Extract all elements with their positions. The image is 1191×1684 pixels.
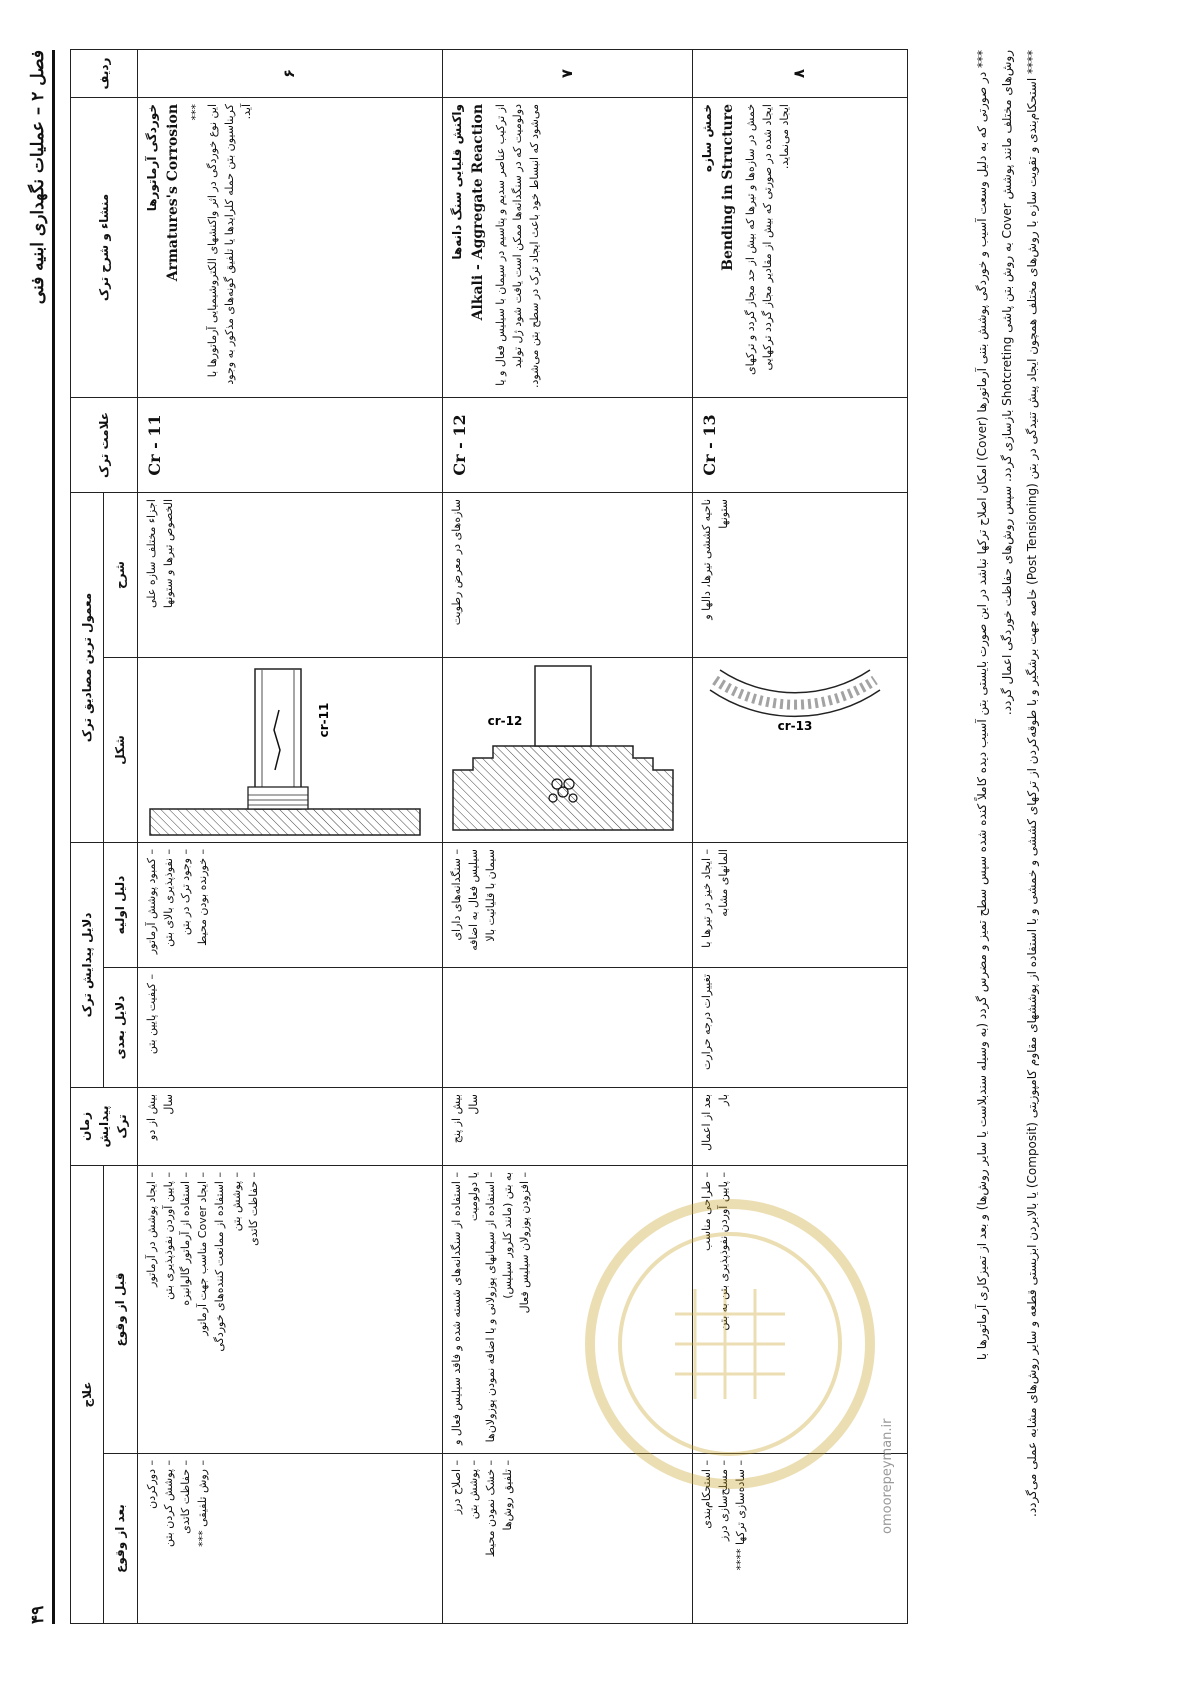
- list-item: – روش تلفیقی ***: [195, 1460, 209, 1547]
- list-item: – ساده‌سازی ترکها ****: [733, 1460, 747, 1571]
- secondary-reasons: – کیفیت پایین بتن: [137, 968, 442, 1088]
- col-header-code: علامت ترک: [71, 398, 138, 493]
- row-number: ۶: [137, 50, 442, 98]
- cause-mark: ***: [189, 104, 203, 121]
- list-item: – تلفیق روش‌ها: [500, 1460, 514, 1531]
- list-item: – استفاده از آرماتور گالوانیزه: [178, 1172, 192, 1306]
- list-item: – نفوذپذیری بالای بتن: [161, 849, 175, 947]
- footnote: **** استحکام‌بندی و تقویت سازه با روش‌های مختلف همچون ایجاد پیش تنیدگی در بتن (Post Tensioning) خاصه جهت برشگیر و با طوقه‌کردن از ترکهای کششی و خمشی و با استفاده از پوششهای مقاوم کامپوزیتی (Composit) یا بالابردن ابزیستی قطعه و سایر روش‌های مشابه عملی می‌گردد.: [1025, 50, 1039, 1517]
- list-item: – وجود ترک در بتن: [178, 849, 192, 936]
- list-item: – طراحی مناسب: [699, 1172, 713, 1251]
- col-header-before: قبل از وقوع: [104, 1166, 137, 1454]
- col-header-description: شرح: [104, 493, 137, 658]
- list-item: – ایجاد Cover مناسب جهت آرماتور: [195, 1172, 209, 1336]
- crack-code: Cr - 12: [442, 398, 692, 493]
- column: [535, 666, 591, 746]
- cause-cell: [137, 98, 442, 398]
- slab: [150, 809, 420, 835]
- description-cell: اجزاء مختلف سازه علی الخصوص تیرها و ستونها: [137, 493, 442, 658]
- col-header-time: زمان پیدایش ترک: [71, 1088, 138, 1166]
- header-rule: [52, 50, 55, 1624]
- footing: [453, 746, 673, 830]
- primary-reasons: [442, 843, 692, 968]
- list-item: – پایین آوردن نفوذپذیری بتن به بتن: [716, 1172, 730, 1331]
- description-cell: سازه‌های در معرض رطوبت: [442, 493, 692, 658]
- list-item: – پوشش بتن: [466, 1460, 480, 1520]
- list-item: – پایین آوردن نفوذپذیری بتن: [161, 1172, 175, 1300]
- remedy-after: [137, 1454, 442, 1624]
- page-number: ۴۹: [28, 1605, 48, 1624]
- col-header-after: بعد از وقوع: [104, 1454, 137, 1624]
- figure-label: cr-13: [777, 719, 813, 733]
- list-item: – کمبود پوشش آرماتور: [144, 849, 158, 955]
- cause-latin: Armatures's Corrosion: [165, 104, 182, 282]
- time-cell: بعد از اعمال بار: [692, 1088, 907, 1166]
- primary-reasons: [692, 843, 907, 968]
- header-row-1: [71, 50, 104, 1624]
- cause-latin: Alkali - Aggregate Reaction: [470, 104, 487, 321]
- cause-cell: [442, 98, 692, 398]
- list-item: – خشک نمودن محیط: [483, 1460, 497, 1558]
- list-item: – دورکردن: [144, 1460, 158, 1509]
- list-item: – اصلاح درز: [449, 1460, 463, 1515]
- col-header-reasons: دلایل پیدایش ترک: [71, 843, 104, 1088]
- secondary-reasons: [442, 968, 692, 1088]
- col-header-figure: شکل: [104, 658, 137, 843]
- description-cell: ناحیه کششی تیرها، دالها و ستونها: [692, 493, 907, 658]
- list-item: – استفاده از سیمانهای پوزولانی و یا اضافه نمودن پوزولان‌ها به بتن (مانند کلرور سیلیس): [483, 1172, 514, 1443]
- col-header-common-examples: معمول ترین مصادیق ترک: [71, 493, 104, 843]
- list-item: – ایجاد خیز در تیرها با المانهای مشابه: [699, 849, 730, 948]
- figure-label: cr-11: [316, 702, 331, 738]
- figure-label: cr-12: [487, 714, 523, 728]
- list-item: – پوشش بتن: [230, 1172, 244, 1232]
- col-header-secondary: دلایل بعدی: [104, 968, 137, 1088]
- table-row: [137, 50, 442, 1624]
- figure-cell: [442, 658, 692, 843]
- list-item: – افزودن پوزولان سیلیس فعال: [517, 1172, 531, 1314]
- row-number: ۸: [692, 50, 907, 98]
- crack-code: Cr - 11: [137, 398, 442, 493]
- col-header-row: ردیف: [71, 50, 138, 98]
- col-header-remedy: علاج: [71, 1166, 104, 1624]
- cause-cell: [692, 98, 907, 398]
- watermark-seal-icon: [575, 1189, 885, 1499]
- list-item: – خورنده بودن محیط: [195, 849, 209, 946]
- list-item: – استحکام‌بندی: [699, 1460, 713, 1529]
- footnote: روش‌های مختلف مانند پوشش Cover به روش بتن پاشی Shotcreting بازسازی گردد. سپس روش‌های حفاظت خوردگی اعمال گردد.: [1000, 50, 1014, 716]
- figure-cell: [692, 658, 907, 843]
- col-header-primary: دلیل اولیه: [104, 843, 137, 968]
- list-item: – پوشش کردن بتن: [161, 1460, 175, 1548]
- haunch: [248, 787, 308, 809]
- cause-title: خوردگی آرماتورها: [144, 104, 159, 212]
- footnotes: [972, 50, 1047, 1624]
- col-header-cause: منشاء و شرح ترک: [71, 98, 138, 398]
- crack-code: Cr - 13: [692, 398, 907, 493]
- secondary-reasons: تغییرات درجه حرارت: [692, 968, 907, 1088]
- figure-cr-13: [695, 660, 895, 840]
- chapter-title: فصل ۲ – عملیات نگهداری ابنیه فنی: [28, 50, 48, 305]
- cause-body: این نوع خوردگی در اثر واکنشهای الکتروشیمیایی آرماتورها با کربناسیون بتن حمله کلرایدها یا تلفیق گونه‌های مذکور به وجود آید.: [206, 104, 254, 385]
- row-number: ۷: [442, 50, 692, 98]
- footnote: *** در صورتی که به دلیل وسعت آسیب و خوردگی پوشش بتنی آرماتورها (Cover) امکان اصلاح ترکها نباشد در این صورت بایستی بتن آسیب دیده کاملاً کنده شده سپس سطح تمیز و مضرس گردد (به وسیله سندبلاست یا سایر روش‌ها) و بعد از تمیزکاری آرماتورها با: [975, 50, 989, 1361]
- remedy-before: [137, 1166, 442, 1454]
- cause-body: از ترکیب عناصر سدیم و پتاسیم در سیمان با سیلیس فعال و یا دولومیت که در سنگدانه‌ها ممکن است یافت شود ژل تولید می‌شود که انبساط خود باعث ایجاد ترک در سطح بتن می‌شود.: [494, 104, 542, 388]
- list-item: – استفاده از ممانعت کننده‌های خوردگی: [212, 1172, 226, 1352]
- list-item: – حفاظت کاتدی: [247, 1172, 261, 1246]
- figure-cr-11: [140, 660, 430, 840]
- figure-cr-12: [445, 660, 681, 840]
- watermark-text: omoorepeyman.ir: [880, 1418, 895, 1534]
- list-item: – استفاده از سنگدانه‌های شسته شده و فاقد سیلیس فعال و یا دولومیت: [449, 1172, 480, 1445]
- list-item: – مسلح‌سازی درز: [716, 1460, 730, 1541]
- figure-cell: [137, 658, 442, 843]
- primary-reasons: [137, 843, 442, 968]
- cause-title: واکنش قلیایی سنگ دانه‌ها: [449, 104, 464, 260]
- time-cell: بیش از پنج سال: [442, 1088, 692, 1166]
- list-item: – سنگدانه‌های دارای سیلیس فعال به اضافه سیمان با قلیائیت بالا: [449, 849, 497, 951]
- cause-body: خمش در سازه‌ها و تیرها که بیش از حد مجاز گردد و ترکهای ایجاد شده در صورتی که بیش از مقادیر مجاز گردد ترکهایی ایجاد می‌نماید.: [744, 104, 792, 376]
- cause-title: خمش سازه: [699, 104, 714, 173]
- list-item: – ایجاد پوشش در آرماتور: [144, 1172, 158, 1287]
- cause-latin: Bending in Structure: [720, 104, 737, 271]
- time-cell: بیش از دو سال: [137, 1088, 442, 1166]
- list-item: – حفاظت کاتدی: [178, 1460, 192, 1534]
